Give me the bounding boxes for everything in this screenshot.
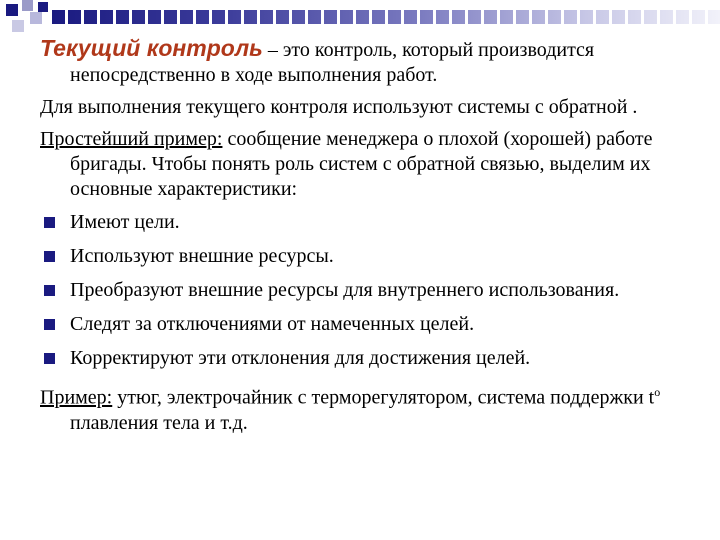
deco-square bbox=[22, 0, 33, 11]
square-bullet-icon bbox=[44, 353, 55, 364]
bullet-item bbox=[40, 312, 690, 337]
square-bullet-icon bbox=[44, 285, 55, 296]
example-label: Пример: bbox=[40, 386, 113, 409]
example-text-b: плавления тела и т.д. bbox=[70, 411, 248, 434]
slide-title: Текущий контроль bbox=[40, 35, 263, 61]
bullet-item bbox=[40, 244, 690, 269]
bullet-text: Корректируют эти отклонения для достижения целей. bbox=[70, 347, 531, 369]
paragraph-feedback-systems: Для выполнения текущего контроля используют системы с обратной . bbox=[40, 96, 638, 118]
bullet-text: Используют внешние ресурсы. bbox=[70, 245, 334, 267]
paragraph-example bbox=[40, 380, 690, 436]
header-decoration bbox=[0, 0, 720, 40]
slide-body bbox=[40, 36, 690, 443]
deco-square bbox=[38, 2, 48, 12]
header-band bbox=[52, 10, 720, 24]
bullet-item bbox=[40, 210, 690, 235]
square-bullet-icon bbox=[44, 319, 55, 330]
definition-text: – это контроль, который производится непосредственно в ходе выполнения работ. bbox=[70, 39, 595, 86]
paragraph-simple-example bbox=[40, 127, 690, 202]
deco-square bbox=[6, 4, 18, 16]
deco-square bbox=[30, 12, 42, 24]
deco-square bbox=[12, 20, 24, 32]
square-bullet-icon bbox=[44, 251, 55, 262]
square-bullet-icon bbox=[44, 217, 55, 228]
degree-superscript: о bbox=[654, 385, 661, 399]
simple-example-label: Простейший пример: bbox=[40, 128, 223, 150]
bullet-text: Имеют цели. bbox=[70, 211, 180, 233]
bullet-text: Следят за отключениями от намеченных целей. bbox=[70, 313, 475, 335]
bullet-item bbox=[40, 278, 690, 303]
bullet-text: Преобразуют внешние ресурсы для внутреннего использования. bbox=[70, 279, 620, 301]
paragraph-definition bbox=[40, 36, 690, 88]
bullet-item bbox=[40, 346, 690, 371]
simple-example-text: сообщение менеджера о плохой (хорошей) работе бригады. Чтобы понять роль систем с обратной связью, выделим их основные характеристики: bbox=[70, 128, 653, 200]
example-text-a: утюг, электрочайник с терморегулятором, система поддержки t bbox=[112, 386, 655, 409]
